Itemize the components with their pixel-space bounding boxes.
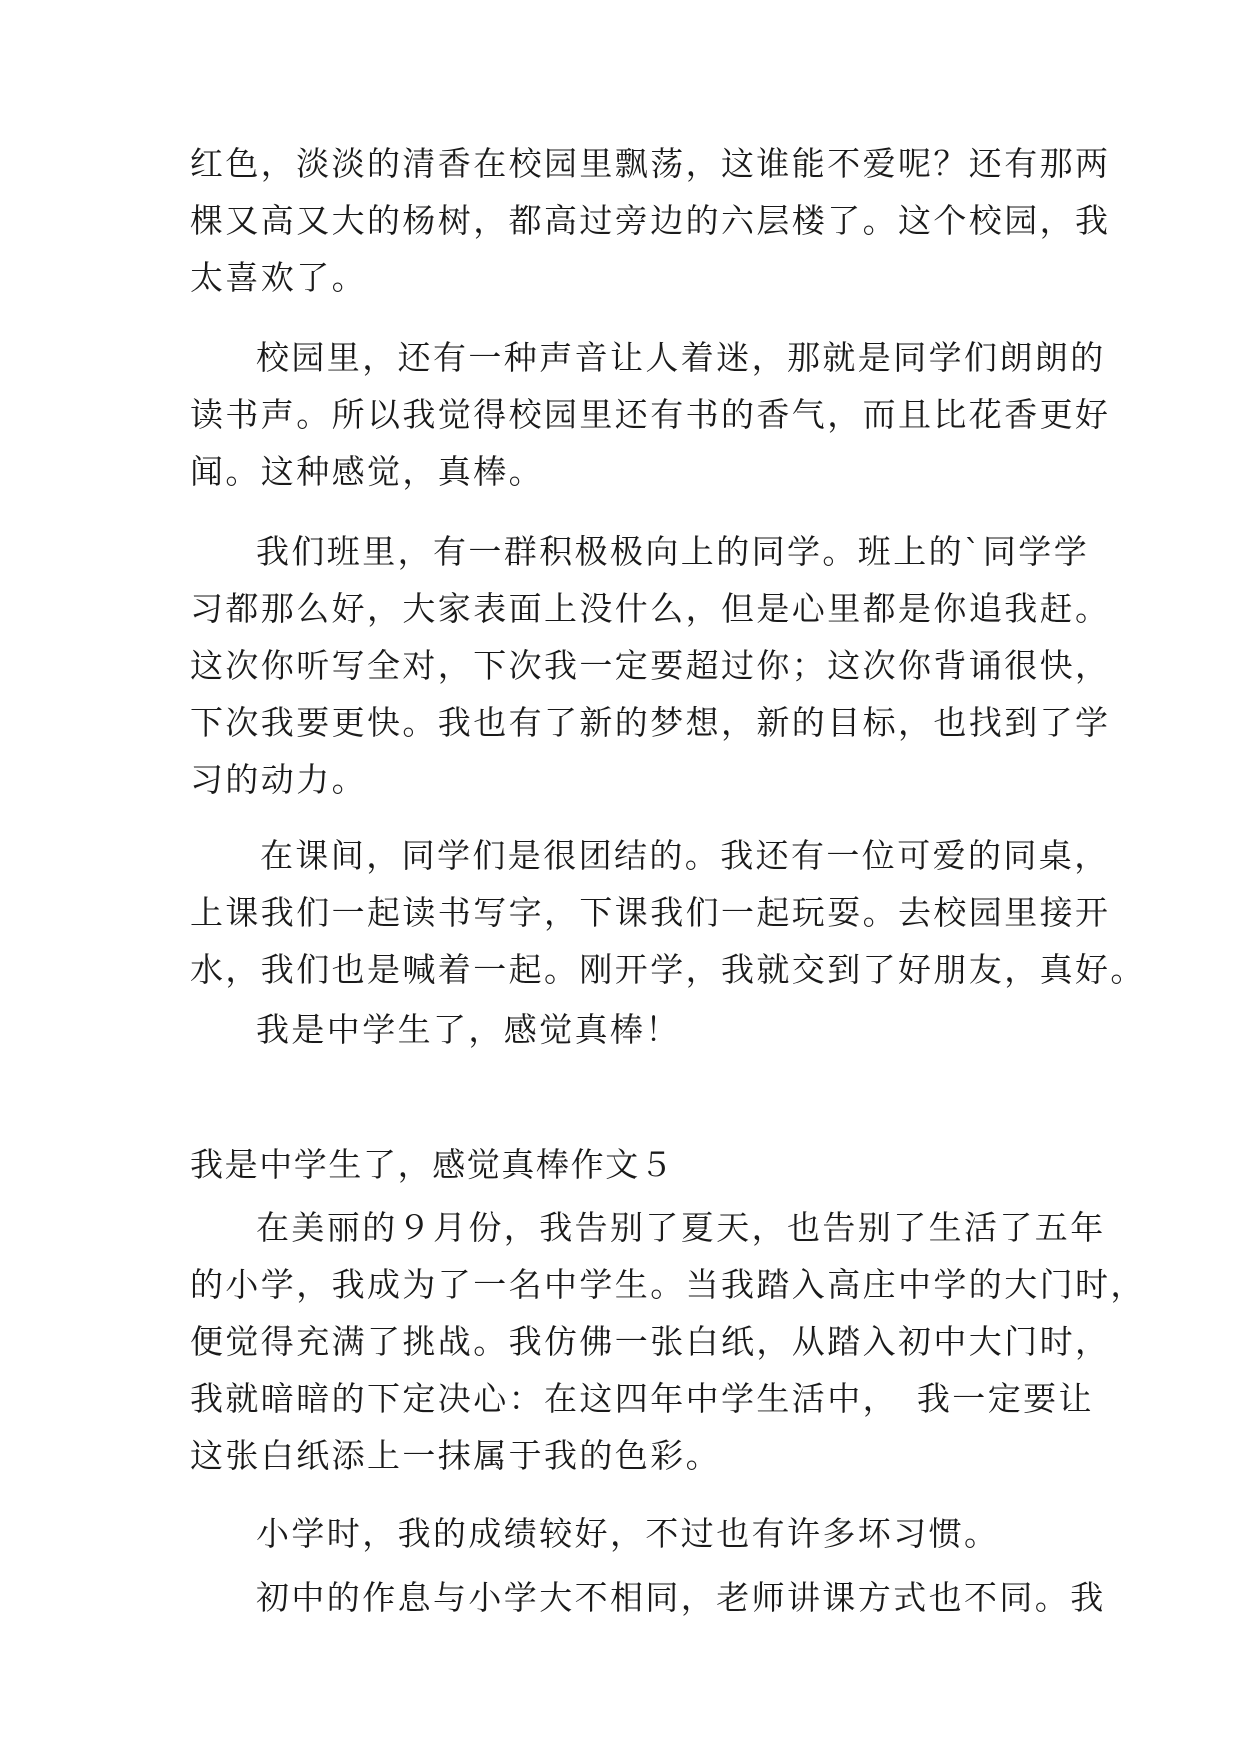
paragraph-line: 的小学，我成为了一名中学生。当我踏入高庄中学的大门时， <box>190 1265 1146 1304</box>
paragraph-line: 校园里，还有一种声音让人着迷，那就是同学们朗朗的 <box>256 338 1106 377</box>
paragraph-line: 水，我们也是喊着一起。刚开学，我就交到了好朋友，真好。 <box>190 950 1146 989</box>
paragraph-line: 下次我要更快。我也有了新的梦想，新的目标，也找到了学 <box>190 703 1111 742</box>
paragraph-line: 便觉得充满了挑战。我仿佛一张白纸，从踏入初中大门时， <box>190 1322 1111 1361</box>
paragraph-line: 这次你听写全对，下次我一定要超过你；这次你背诵很快， <box>190 646 1111 685</box>
paragraph-line: 太喜欢了。 <box>190 258 367 297</box>
paragraph-line: 上课我们一起读书写字，下课我们一起玩耍。去校园里接开 <box>190 893 1111 932</box>
paragraph-line: 初中的作息与小学大不相同，老师讲课方式也不同。我 <box>256 1578 1106 1617</box>
essay-title: 我是中学生了，感觉真棒作文５ <box>190 1145 675 1184</box>
paragraph-line: 小学时，我的成绩较好，不过也有许多坏习惯。 <box>256 1514 1000 1553</box>
paragraph-line: 棵又高又大的杨树，都高过旁边的六层楼了。这个校园，我 <box>190 201 1111 240</box>
paragraph-line: 习都那么好，大家表面上没什么，但是心里都是你追我赶。 <box>190 589 1111 628</box>
paragraph-line: 我们班里，有一群积极极向上的同学。班上的`同学学 <box>256 532 1090 571</box>
paragraph-line: 习的动力。 <box>190 760 367 799</box>
paragraph-line: 这张白纸添上一抹属于我的色彩。 <box>190 1436 721 1475</box>
paragraph-line: 闻。这种感觉，真棒。 <box>190 452 544 491</box>
paragraph-line: 我是中学生了，感觉真棒！ <box>256 1010 681 1049</box>
paragraph-line: 我就暗暗的下定决心：在这四年中学生活中， 我一定要让 <box>190 1379 1094 1418</box>
paragraph-line: 读书声。所以我觉得校园里还有书的香气，而且比花香更好 <box>190 395 1111 434</box>
paragraph-line: 在美丽的９月份，我告别了夏天，也告别了生活了五年 <box>256 1208 1106 1247</box>
paragraph-line: 红色，淡淡的清香在校园里飘荡，这谁能不爱呢？还有那两 <box>190 144 1111 183</box>
paragraph-line: 在课间，同学们是很团结的。我还有一位可爱的同桌， <box>260 836 1110 875</box>
